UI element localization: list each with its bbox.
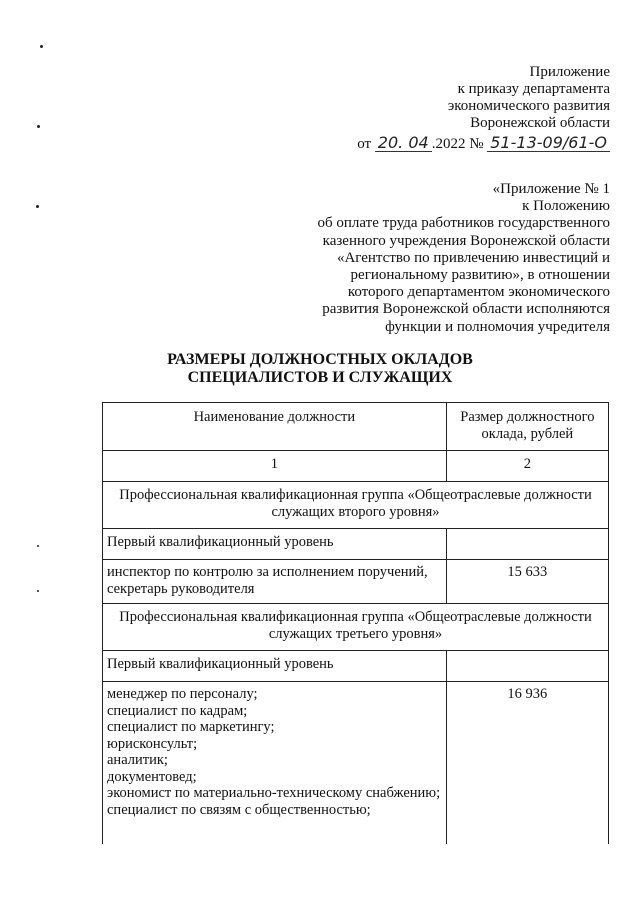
position-item: юрисконсульт; <box>107 735 198 752</box>
regulation-line: региональному развитию», в отношении <box>350 267 610 284</box>
salary-value: 16 936 <box>446 682 608 845</box>
position-item: документовед; <box>107 768 197 785</box>
margin-dot <box>40 45 43 48</box>
regulation-line: «Приложение № 1 <box>492 181 610 197</box>
margin-dot <box>37 590 39 592</box>
position-item: аналитик; <box>107 752 168 768</box>
order-date-number <box>280 134 610 153</box>
margin-dot <box>37 125 40 128</box>
margin-dot <box>36 205 39 208</box>
column-number-row <box>103 451 609 482</box>
regulation-reference <box>280 181 610 336</box>
qualification-group-title: Профессиональная квалификационная группа «Общеотраслевые должности служащих третьего уровня» <box>103 604 609 651</box>
level-row <box>103 651 609 682</box>
regulation-line: функции и полномочия учредителя <box>385 318 610 335</box>
salary-value: 15 633 <box>446 560 608 604</box>
date-prefix: от <box>357 136 372 152</box>
appendix-header <box>280 64 610 153</box>
position-item: специалист по связям с общественностью; <box>107 801 371 818</box>
title-line: СПЕЦИАЛИСТОВ И СЛУЖАЩИХ <box>187 369 453 386</box>
position-item: экономист по материально-техническому снабжению; <box>107 785 441 801</box>
group-row <box>103 482 609 529</box>
empty-cell <box>446 651 608 682</box>
appendix-line: Приложение <box>529 64 610 80</box>
empty-cell <box>446 529 608 560</box>
handwritten-number: 51-13-09/61-О <box>487 134 610 152</box>
position-item: менеджер по персоналу; <box>107 686 258 702</box>
title-line: РАЗМЕРЫ ДОЛЖНОСТНЫХ ОКЛАДОВ <box>167 351 473 368</box>
regulation-line: казенного учреждения Воронежской области <box>322 232 610 249</box>
appendix-line: к приказу департамента <box>457 81 610 97</box>
regulation-line: развития Воронежской области исполняются <box>322 301 610 318</box>
margin-dot <box>37 545 39 547</box>
header-salary: Размер должностного оклада, рублей <box>446 403 608 451</box>
appendix-line: экономического развития <box>447 98 610 114</box>
qualification-level: Первый квалификационный уровень <box>103 529 447 560</box>
header-position-name: Наименование должности <box>103 403 447 451</box>
document-title <box>0 351 640 387</box>
table-header-row <box>103 403 609 451</box>
level-row <box>103 529 609 560</box>
qualification-level: Первый квалификационный уровень <box>103 651 447 682</box>
position-list <box>103 682 447 845</box>
regulation-line: «Агентство по привлечению инвестиций и <box>336 249 610 266</box>
regulation-line: к Положению <box>522 198 610 215</box>
qualification-group-title: Профессиональная квалификационная группа «Общеотраслевые должности служащих второго уровня» <box>103 482 609 529</box>
regulation-line: об оплате труда работников государственного <box>317 215 610 232</box>
column-number: 1 <box>103 451 447 482</box>
group-row <box>103 604 609 651</box>
salary-table <box>102 402 609 844</box>
table-row <box>103 682 609 845</box>
date-year: .2022 <box>431 136 466 152</box>
column-number: 2 <box>446 451 608 482</box>
position-list: инспектор по контролю за исполнением поручений, секретарь руководителя <box>103 560 447 604</box>
table-row <box>103 560 609 604</box>
number-prefix: № <box>469 136 484 152</box>
appendix-line: Воронежской области <box>470 115 610 131</box>
position-item: специалист по кадрам; <box>107 702 248 719</box>
regulation-line: которого департаментом экономического <box>347 284 610 301</box>
position-item: специалист по маркетингу; <box>107 719 275 735</box>
handwritten-date: 20. 04 <box>375 134 432 152</box>
